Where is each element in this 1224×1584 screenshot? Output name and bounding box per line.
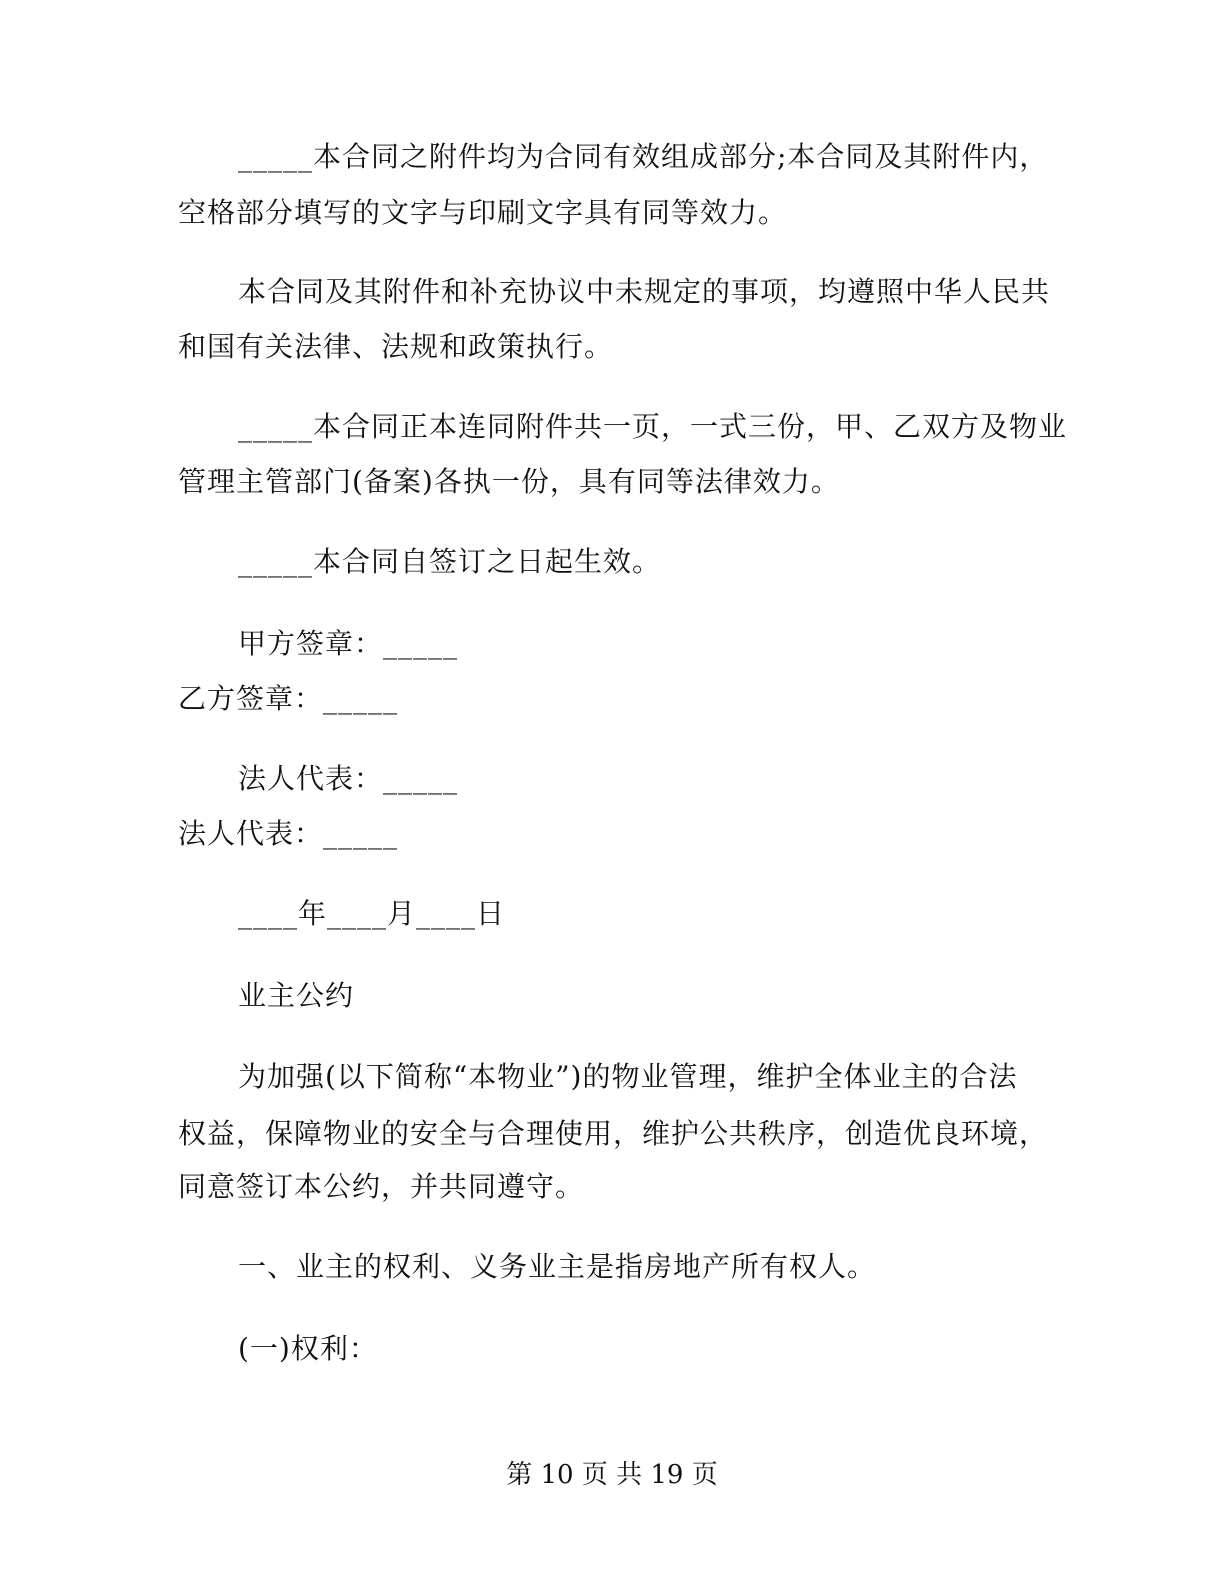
paragraph-copies-line-2: 管理主管部门(备案)各执一份，具有同等法律效力。: [178, 465, 840, 498]
party-b-signature: 乙方签章：_____: [178, 682, 399, 715]
paragraph-copies-line-1: _____本合同正本连同附件共一页，一式三份，甲、乙双方及物业: [238, 410, 1068, 443]
paragraph-purpose-line-2: 权益，保障物业的安全与合理使用，维护公共秩序，创造优良环境，: [178, 1117, 1049, 1150]
paragraph-purpose-line-1: 为加强(以下简称“本物业”)的物业管理，维护全体业主的合法: [238, 1060, 1018, 1093]
paragraph-unspecified-matters-line-2: 和国有关法律、法规和政策执行。: [178, 330, 614, 363]
section-title: 业主公约: [238, 979, 355, 1012]
paragraph-unspecified-matters-line-1: 本合同及其附件和补充协议中未规定的事项，均遵照中华人民共: [238, 275, 1051, 308]
party-a-legal-representative: 法人代表：_____: [238, 762, 459, 795]
paragraph-purpose-line-3: 同意签订本公约，并共同遵守。: [178, 1170, 585, 1203]
signing-date: ____年____月____日: [238, 897, 506, 930]
paragraph-attachments-line-1: _____本合同之附件均为合同有效组成部分;本合同及其附件内，: [238, 140, 1049, 173]
party-a-signature: 甲方签章：_____: [238, 627, 459, 660]
paragraph-effective-date: _____本合同自签订之日起生效。: [238, 545, 662, 578]
page-number: 第 10 页 共 19 页: [506, 1460, 718, 1490]
paragraph-owner-rights-duties: 一、业主的权利、义务业主是指房地产所有权人。: [238, 1250, 877, 1283]
paragraph-attachments-line-2: 空格部分填写的文字与印刷文字具有同等效力。: [178, 196, 788, 229]
party-b-legal-representative: 法人代表：_____: [178, 817, 399, 850]
subsection-rights: (一)权利：: [238, 1332, 378, 1365]
